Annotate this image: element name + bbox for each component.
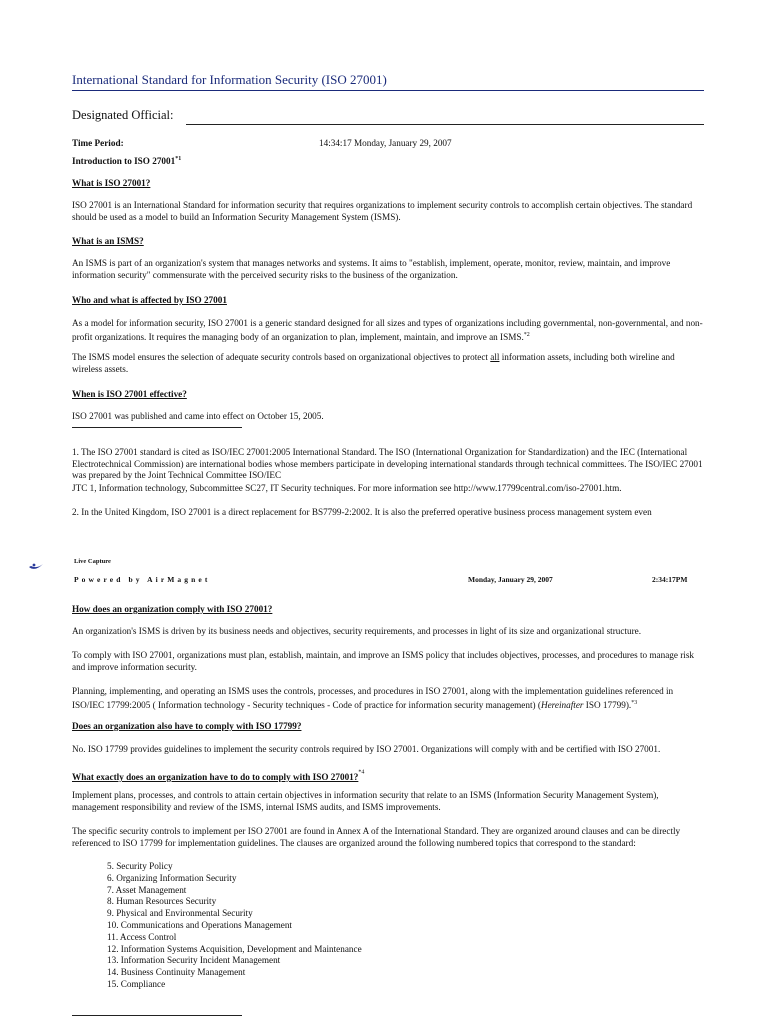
exactly-heading-text: What exactly does an organization have to do to comply with ISO 27001? — [72, 772, 359, 782]
footnote-separator — [72, 427, 242, 428]
footnote-1-continued: JTC 1, Information technology, Subcommittee SC27, IT Security techniques. For more information see http://www.17799central.com/iso-27001.htm. — [72, 483, 622, 493]
list-item: 5. Security Policy — [107, 861, 173, 871]
footnote-2: 2. In the United Kingdom, ISO 27001 is a direct replacement for BS7799-2:2002. It is also the preferred operative business process management system even — [72, 507, 652, 517]
list-item: 11. Access Control — [107, 931, 177, 942]
section-heading-also-comply: Does an organization also have to comply with ISO 17799? — [72, 721, 302, 731]
footer-time: 2:34:17PM — [652, 575, 688, 584]
list-item: 15. Compliance — [107, 978, 166, 989]
footer-brand-small: Live Capture — [74, 558, 111, 565]
footnote-ref-3: *3 — [631, 699, 638, 706]
who-affected-2-emph: all — [490, 352, 500, 362]
section-body-how-comply-2: To comply with ISO 27001, organizations must plan, establish, maintain, and improve an ISMS policy that includes objectives, processes, and procedures to manage risk and improve information security. — [72, 650, 695, 672]
section-body-how-comply-1: An organization's ISMS is driven by its business needs and objectives, security requirements, and processes in light of its size and organizational structure. — [72, 626, 642, 636]
section-body-what-is-iso: ISO 27001 is an International Standard for information security that requires organizations to implement security controls to accomplish certain objectives. The standard should be used as a model to build an Information Security Management System (ISMS). — [72, 200, 693, 222]
section-heading-when-effective: When is ISO 27001 effective? — [72, 389, 187, 399]
who-affected-text: As a model for information security, ISO 27001 is a generic standard designed for all sizes and types of organizations including governmental, non-governmental, and non-profit organizations. It requires the managing body of an organization to plan, implement, maintain, and improve an ISMS. — [72, 318, 703, 342]
section-heading-what-is-iso: What is ISO 27001? — [72, 178, 151, 188]
list-item: 8. Human Resources Security — [107, 896, 217, 907]
list-item: 13. Information Security Incident Management — [107, 955, 281, 966]
list-item: 9. Physical and Environmental Security — [107, 908, 253, 919]
time-period-label: Time Period: — [72, 138, 124, 148]
designated-official-label: Designated Official: — [72, 108, 174, 122]
footnote-ref-1: *1 — [175, 156, 182, 162]
footnote-separator-bottom — [72, 1015, 242, 1016]
section-body-exactly-1: Implement plans, processes, and controls to attain certain objectives in information security that relate to an ISMS (Information Security Management System), management responsibility and review of the ISMS, internal ISMS audits, and ISMS improvements. — [72, 790, 659, 812]
title-rule — [72, 90, 704, 91]
section-body-when-effective: ISO 27001 was published and came into effect on October 15, 2005. — [72, 411, 324, 421]
list-item: 6. Organizing Information Security — [107, 872, 237, 883]
section-body-who-affected-1 — [72, 318, 704, 343]
how-comply-3-pre: Planning, implementing, and operating an ISMS uses the controls, processes, and procedures in ISO 27001, along with the implementation guidelines referenced in ISO/IEC 17799:2005 ( Information technology - Security techniques - Code of practice for information security management) ( — [72, 686, 674, 710]
footnote-ref-4: *4 — [358, 769, 365, 776]
list-item: 14. Business Continuity Management — [107, 967, 246, 978]
footnote-1: 1. The ISO 27001 standard is cited as ISO/IEC 27001:2005 International Standard. The ISO (International Organization for Standardization) and the IEC (International Electrotechnical Commission) are international bodies whose members participate in developing international standards through technical committees. The ISO/IEC 27001 was prepared by the Joint Technical Committee ISO/IEC — [72, 447, 703, 480]
who-affected-2-post: information assets, including both wireline and wireless assets. — [72, 352, 675, 374]
footnote-ref-2: *2 — [523, 331, 530, 338]
section-body-exactly-2: The specific security controls to implement per ISO 27001 are found in Annex A of the International Standard. They are organized around clauses and can be directly referenced to ISO 17799 for implementation guidelines. The clauses are organized around the following numbered topics that correspond to the standard: — [72, 826, 681, 848]
section-heading-what-is-isms: What is an ISMS? — [72, 236, 144, 246]
list-item: 7. Asset Management — [107, 884, 187, 895]
topics-list — [107, 861, 362, 991]
document-title: International Standard for Information Security (ISO 27001) — [72, 72, 387, 87]
who-affected-2-pre: The ISMS model ensures the selection of adequate security controls based on organizational objectives to protect — [72, 352, 491, 362]
list-item: 10. Communications and Operations Management — [107, 919, 292, 930]
section-body-how-comply-3 — [72, 686, 704, 711]
section-body-who-affected-2 — [72, 352, 704, 375]
how-comply-3-emph: Hereinafter — [540, 699, 584, 710]
how-comply-3-post: ISO 17799). — [583, 699, 632, 710]
footer-date: Monday, January 29, 2007 — [468, 575, 553, 584]
section-heading-who-affected: Who and what is affected by ISO 27001 — [72, 295, 227, 305]
airmagnet-logo-icon — [28, 560, 44, 572]
section-heading-exactly — [72, 767, 364, 785]
section-heading-how-comply: How does an organization comply with ISO 27001? — [72, 604, 273, 614]
time-period-value: 14:34:17 Monday, January 29, 2007 — [319, 138, 452, 148]
section-body-what-is-isms: An ISMS is part of an organization's system that manages networks and systems. It aims to "establish, implement, operate, monitor, review, maintain, and improve information security" commensurate with the perceived security risks to the business of the organization. — [72, 258, 671, 280]
section-body-also-comply: No. ISO 17799 provides guidelines to implement the security controls required by ISO 27001. Organizations will comply with and be certified with ISO 27001. — [72, 744, 661, 754]
list-item: 12. Information Systems Acquisition, Development and Maintenance — [107, 943, 362, 954]
designated-official-line — [186, 124, 704, 125]
intro-heading-text: Introduction to ISO 27001 — [72, 156, 176, 167]
footer-powered-by: Powered by AirMagnet — [74, 575, 211, 584]
intro-heading — [72, 154, 181, 168]
